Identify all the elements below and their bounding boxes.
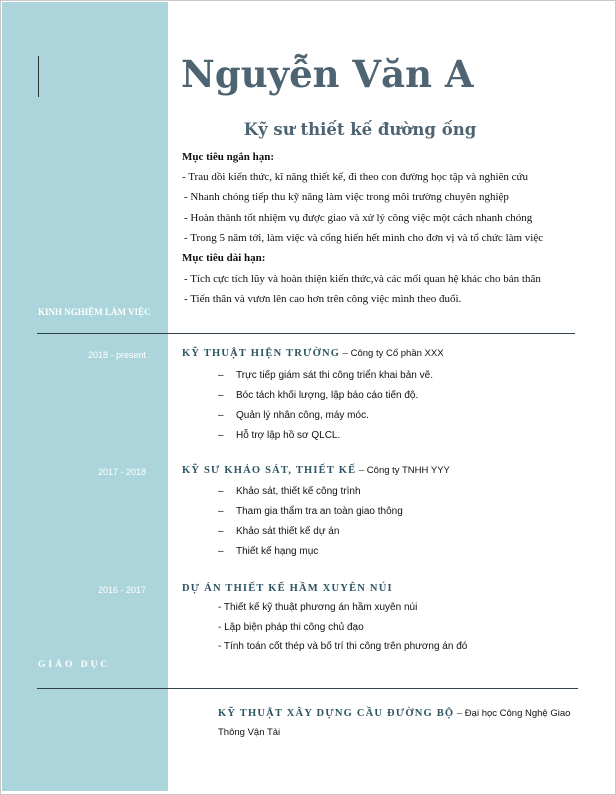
- job-date: 2016 - 2017: [97, 585, 146, 595]
- job-role-title[interactable]: Kỹ sư thiết kế đường ống: [243, 120, 477, 139]
- education-school-cont: Thông Vận Tải: [218, 727, 281, 738]
- job-date: 2017 - 2018: [97, 467, 146, 477]
- education-separator: –: [454, 708, 465, 719]
- bullet-dash: –: [218, 390, 224, 401]
- education-school: Đại học Công Nghệ Giao: [464, 708, 571, 719]
- experience-divider: [37, 333, 575, 334]
- bullet-dash: –: [218, 430, 224, 441]
- bullet-dash: –: [218, 486, 224, 497]
- job-title-text: KỸ SƯ KHẢO SÁT, THIẾT KẾ: [182, 465, 357, 476]
- short-term-heading: Mục tiêu ngắn hạn:: [182, 151, 274, 163]
- bullet-dash: –: [218, 370, 224, 381]
- job-line: - Tính toán cốt thép và bố trí thi công trên phương án đó: [218, 641, 468, 652]
- bullet-dash: –: [218, 506, 224, 517]
- bullet-text: Thiết kế hạng mục: [236, 546, 319, 557]
- bullet-dash: –: [218, 546, 224, 557]
- education-title: [218, 708, 570, 719]
- job-title: [182, 583, 393, 594]
- bullet-dash: –: [218, 526, 224, 537]
- short-term-item: - Trau dồi kiến thức, kĩ năng thiết kế, đi theo con đường học tập và nghiên cứu: [182, 171, 529, 183]
- bullet-text: Quản lý nhân công, máy móc.: [236, 410, 369, 421]
- job-company: Công ty TNHH YYY: [366, 465, 450, 476]
- job-title: [182, 465, 450, 476]
- experience-heading: KINH NGHIỆM LÀM VIỆC: [38, 307, 151, 317]
- job-separator: –: [340, 348, 351, 359]
- education-degree: KỸ THUẬT XÂY DỰNG CẦU ĐƯỜNG BỘ: [218, 708, 455, 719]
- long-term-item: - Tích cực tích lũy và hoàn thiện kiến thức,và các mối quan hệ khác cho bản thân: [184, 273, 541, 285]
- job-title-text: DỰ ÁN THIẾT KẾ HẦM XUYÊN NÚI: [182, 583, 393, 594]
- job-title-text: KỸ THUẬT HIỆN TRƯỜNG: [182, 348, 341, 359]
- job-line: - Lập biện pháp thi công chủ đạo: [218, 622, 364, 633]
- bullet-text: Trực tiếp giám sát thi công triển khai bản vẽ.: [236, 370, 433, 381]
- education-heading: GIÁO DỤC: [38, 660, 111, 670]
- job-line: - Thiết kế kỹ thuật phương án hầm xuyên núi: [218, 602, 418, 613]
- bullet-text: Khảo sát thiết kế dự án: [236, 526, 340, 537]
- bullet-text: Khảo sát, thiết kế công trình: [236, 486, 361, 497]
- job-date: 2018 - present: [87, 350, 146, 360]
- sidebar-panel: [2, 2, 168, 791]
- short-term-item: - Trong 5 năm tới, làm việc và cống hiến hết mình cho đơn vị và tổ chức làm việc: [184, 232, 544, 244]
- candidate-name[interactable]: Nguyễn Văn A: [181, 52, 474, 96]
- short-term-item: - Hoàn thành tốt nhiệm vụ được giao và xử lý công việc một cách nhanh chóng: [184, 212, 533, 224]
- job-company: Công ty Cổ phần XXX: [350, 348, 444, 359]
- bullet-text: Bóc tách khối lượng, lập báo cáo tiến độ.: [236, 390, 419, 401]
- long-term-heading: Mục tiêu dài hạn:: [182, 252, 266, 264]
- education-divider: [37, 688, 578, 689]
- short-term-item: - Nhanh chóng tiếp thu kỹ năng làm việc trong môi trường chuyên nghiệp: [184, 191, 509, 203]
- job-separator: –: [356, 465, 367, 476]
- bullet-text: Hỗ trợ lập hồ sơ QLCL.: [236, 430, 341, 441]
- bullet-dash: –: [218, 410, 224, 421]
- bullet-text: Tham gia thẩm tra an toàn giao thông: [236, 506, 403, 517]
- text-cursor: [38, 56, 39, 97]
- job-title: [182, 348, 444, 359]
- long-term-item: - Tiến thân và vươn lên cao hơn trên công việc mình theo đuổi.: [184, 293, 462, 305]
